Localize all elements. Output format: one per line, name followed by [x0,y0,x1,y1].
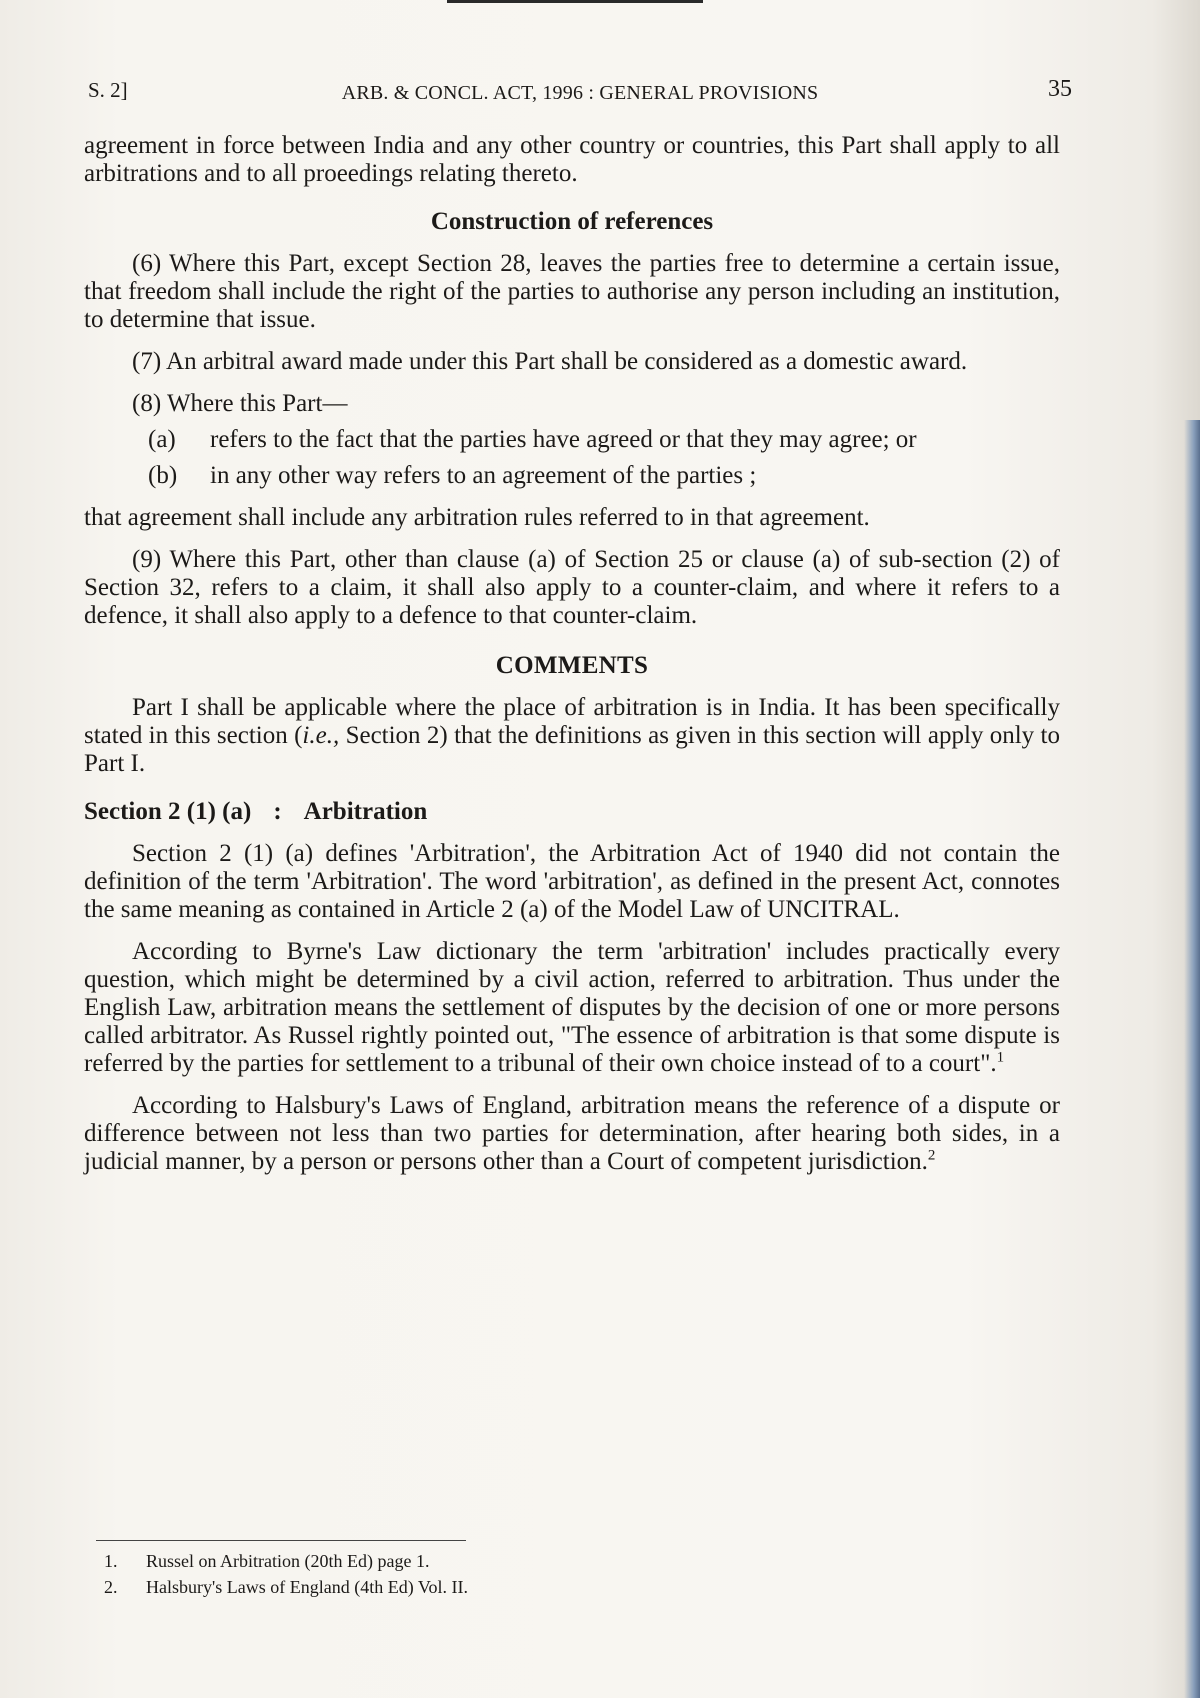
comments-paragraph [84,694,1060,778]
comments-text-b: Section 2) that the definitions as given in this section will apply only to Part I. [84,722,1060,777]
ie-abbrev: i.e., [302,722,340,749]
clause-a [148,426,1060,454]
halsbury-paragraph [84,1092,1060,1176]
paragraph-8-lead: (8) Where this Part— [132,390,348,417]
paragraph-8-tail: that agreement shall include any arbitration rules referred to in that agreement. [84,504,870,531]
clause-label: (a) [148,426,176,453]
byrne-text: According to Byrne's Law dictionary the term 'arbitration' includes practically every question, which might be determined by a civil action, referred to arbitration. Thus under the English Law, arbitration means the settlement of disputes by the decision of one or more persons called arbitrator. As Russel rightly pointed out, "The essence of arbitration is that some dispute is referred by the parties for settlement to a tribunal of their own choice instead of to a court". [84,938,1060,1077]
footnote-rule [96,1540,466,1541]
paragraph-9: (9) Where this Part, other than clause (a) of Section 25 or clause (a) of sub-section (2) of Section 32, refers to a claim, it shall also apply to a counter-claim, and where it refers to a defence, it shall also apply to a defence to that counter-claim. [84,546,1060,629]
clause-b [148,462,1060,490]
top-rule [447,0,703,3]
subheading-ref: Section 2 (1) (a) [84,798,252,825]
byrne-paragraph [84,938,1060,1078]
subheading-sep: : [273,798,282,825]
page-number: 35 [1048,76,1072,102]
paragraph-6: (6) Where this Part, except Section 28, leaves the parties free to determine a certain issue, that freedom shall include the right of the parties to authorise any person including an institution, to determine that issue. [84,250,1060,333]
clause-text: in any other way refers to an agreement of the parties ; [210,462,757,489]
running-head [88,78,1072,106]
footnote-ref-2: 2 [927,1147,936,1164]
subheading-title: Arbitration [303,798,428,825]
subheading-arbitration [84,798,1060,826]
footnote-1 [104,1548,1004,1574]
footnote-ref-1: 1 [996,1049,1005,1066]
footnote-number: 2. [104,1577,118,1597]
footnote-number: 1. [104,1551,118,1571]
running-title: ARB. & CONCL. ACT, 1996 : GENERAL PROVISIONS [341,82,819,104]
footnote-2 [104,1574,1004,1600]
comments-text-a: Part I shall be applicable where the place of arbitration is in India. It has been specifically stated in this section ( [84,694,1060,749]
page-edge-shadow [1184,420,1200,1698]
heading-comments: COMMENTS [495,652,649,679]
clause-text: refers to the fact that the parties have agreed or that they may agree; or [210,426,917,453]
section-marker: S. 2] [88,78,128,102]
heading-construction-of-references: Construction of references [430,208,714,235]
footnotes [104,1548,1004,1600]
paragraph-7: (7) An arbitral award made under this Part shall be considered as a domestic award. [132,348,968,375]
footnote-text: Russel on Arbitration (20th Ed) page 1. [146,1551,430,1571]
continuation-paragraph: agreement in force between India and any other country or countries, this Part shall apply to all arbitrations and to all proeedings relating thereto. [84,132,1060,187]
clause-label: (b) [148,462,178,489]
footnote-text: Halsbury's Laws of England (4th Ed) Vol. II. [146,1577,469,1597]
halsbury-text: According to Halsbury's Laws of England, arbitration means the reference of a dispute or difference between not less than two parties for determination, after hearing both sides, in a judicial manner, by a person or persons other than a Court of competent jurisdiction. [84,1092,1060,1175]
page-body [84,132,1060,1176]
definition-paragraph: Section 2 (1) (a) defines 'Arbitration', the Arbitration Act of 1940 did not contain the definition of the term 'Arbitration'. The word 'arbitration', as defined in the present Act, connotes the same meaning as contained in Article 2 (a) of the Model Law of UNCITRAL. [84,840,1060,923]
